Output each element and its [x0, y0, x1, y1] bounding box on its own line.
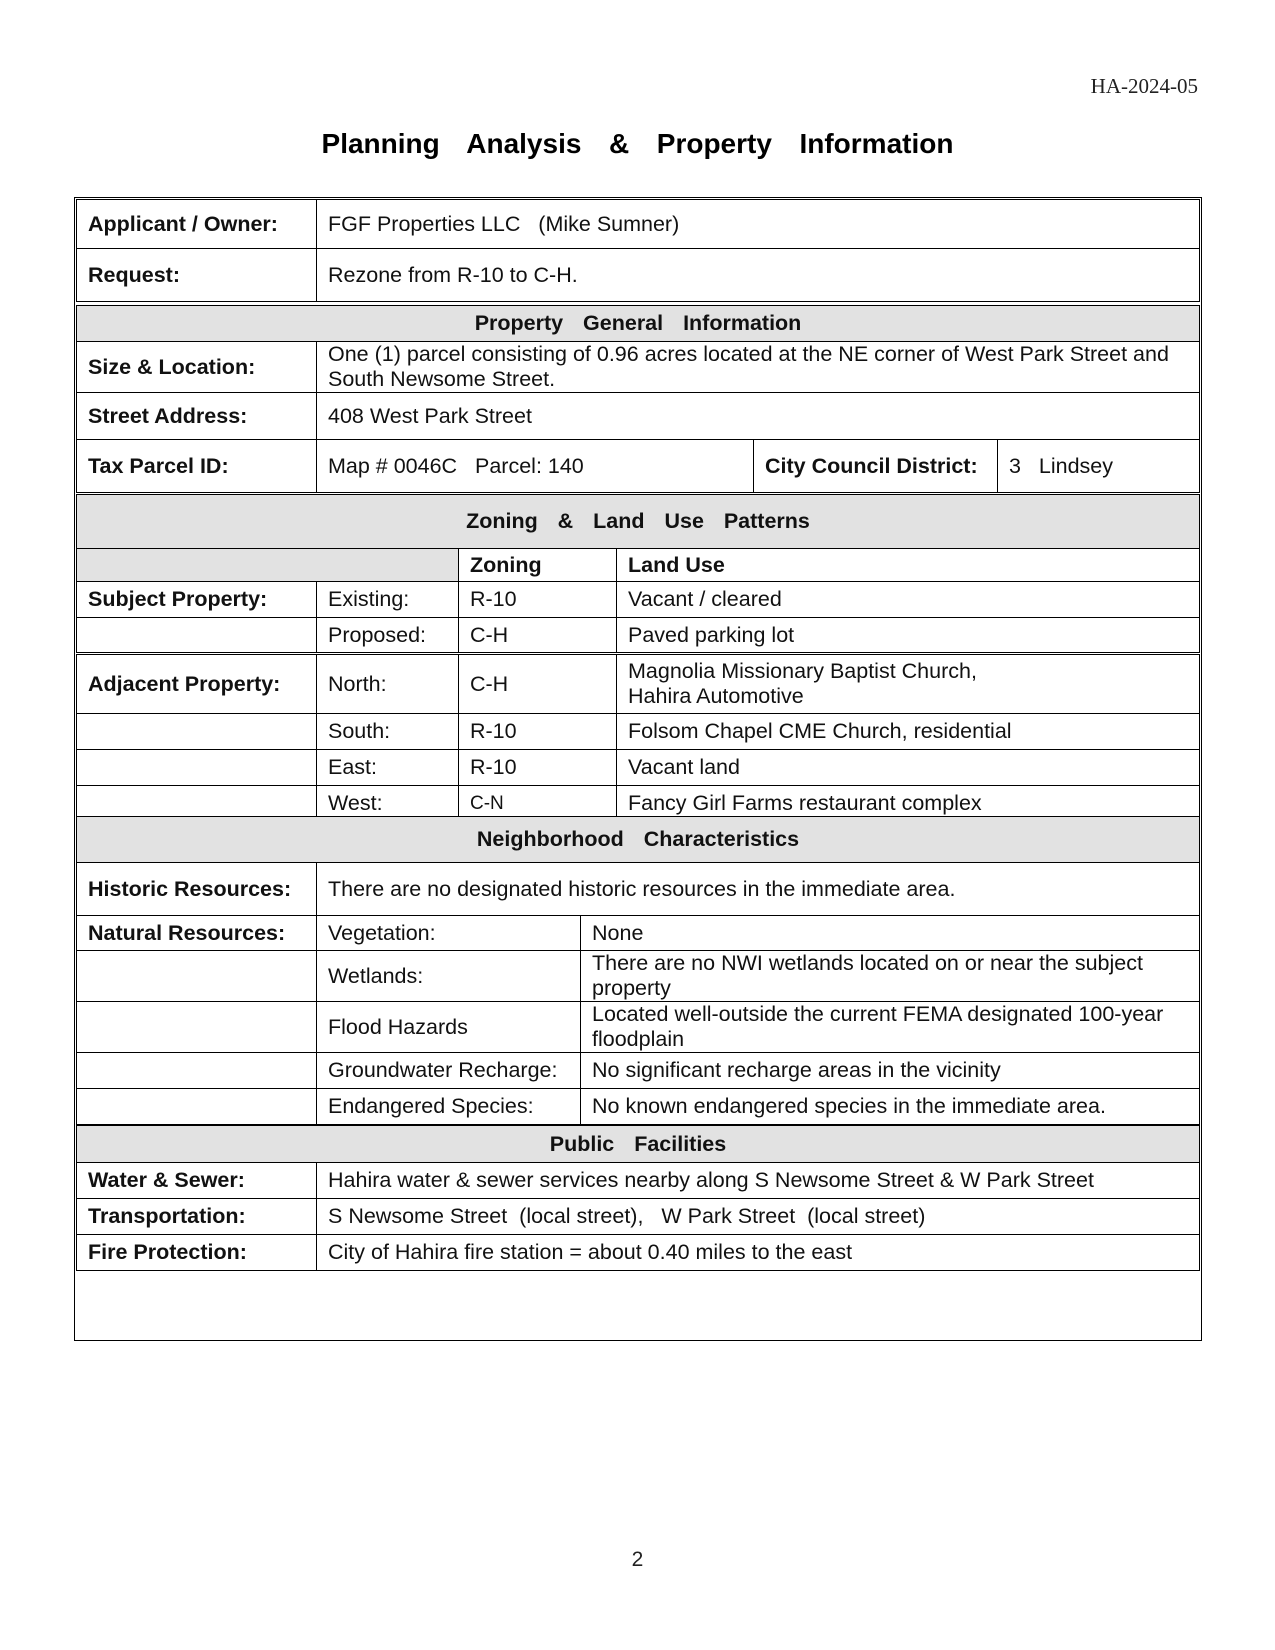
zoning-header-blank [77, 549, 459, 582]
empty-cell [77, 714, 317, 750]
natural-row [77, 1089, 1200, 1125]
natural-value: No known endangered species in the immediate area. [581, 1089, 1200, 1125]
empty-cell [77, 1002, 317, 1053]
street-address-value: 408 West Park Street [317, 393, 1200, 440]
natural-value: No significant recharge areas in the vicinity [581, 1053, 1200, 1089]
zoning-col-header: Zoning [459, 549, 617, 582]
land-use: Paved parking lot [617, 618, 1200, 654]
size-location-row [77, 342, 1200, 393]
empty-cell [77, 951, 317, 1002]
zoning-heading: Zoning & Land Use Patterns [77, 495, 1200, 549]
zoning-row [77, 582, 1200, 618]
public-facilities-block [76, 1125, 1200, 1271]
property-general-block [76, 305, 1200, 493]
tax-parcel-label: Tax Parcel ID: [77, 440, 317, 493]
adjacent-property-label: Adjacent Property: [77, 654, 317, 714]
transportation-row [77, 1199, 1200, 1235]
natural-row [77, 1002, 1200, 1053]
document-id: HA-2024-05 [1090, 74, 1198, 98]
water-sewer-value: Hahira water & sewer services nearby along S Newsome Street & W Park Street [317, 1163, 1200, 1199]
council-district-value: 3 Lindsey [998, 440, 1200, 493]
fire-protection-value: City of Hahira fire station = about 0.40 miles to the east [317, 1235, 1200, 1271]
public-facilities-heading: Public Facilities [77, 1126, 1200, 1163]
natural-item: Vegetation: [317, 916, 581, 951]
property-general-heading: Property General Information [77, 306, 1200, 342]
land-use [617, 654, 1200, 714]
tax-parcel-value: Map # 0046C Parcel: 140 [317, 440, 754, 493]
neighborhood-heading: Neighborhood Characteristics [77, 817, 1200, 863]
zoning-row [77, 714, 1200, 750]
zoning-direction: Existing: [317, 582, 459, 618]
zoning-code: C-H [459, 654, 617, 714]
tax-parcel-row [77, 440, 1200, 493]
empty-cell [77, 1089, 317, 1125]
transportation-label: Transportation: [77, 1199, 317, 1235]
natural-item: Groundwater Recharge: [317, 1053, 581, 1089]
natural-value: Located well-outside the current FEMA designated 100-year floodplain [581, 1002, 1200, 1053]
natural-row [77, 951, 1200, 1002]
water-sewer-row [77, 1163, 1200, 1199]
request-label: Request: [77, 249, 317, 302]
land-use-line: Hahira Automotive [628, 684, 804, 708]
zoning-direction: North: [317, 654, 459, 714]
street-address-row [77, 393, 1200, 440]
applicant-label: Applicant / Owner: [77, 200, 317, 249]
size-location-label: Size & Location: [77, 342, 317, 393]
fire-protection-row [77, 1235, 1200, 1271]
zoning-code: R-10 [459, 750, 617, 786]
zoning-direction: East: [317, 750, 459, 786]
zoning-row [77, 654, 1200, 714]
empty-cell [77, 750, 317, 786]
zoning-direction: South: [317, 714, 459, 750]
page-number: 2 [631, 1548, 644, 1571]
natural-item: Wetlands: [317, 951, 581, 1002]
natural-value: None [581, 916, 1200, 951]
empty-cell [77, 1053, 317, 1089]
historic-label: Historic Resources: [77, 863, 317, 916]
zoning-row [77, 750, 1200, 786]
zoning-column-headers [77, 549, 1200, 582]
land-use: Vacant / cleared [617, 582, 1200, 618]
land-use: Folsom Chapel CME Church, residential [617, 714, 1200, 750]
historic-value: There are no designated historic resources in the immediate area. [317, 863, 1200, 916]
subject-property-label: Subject Property: [77, 582, 317, 618]
empty-cell [77, 618, 317, 654]
size-location-value: One (1) parcel consisting of 0.96 acres located at the NE corner of West Park Street and South Newsome Street. [317, 342, 1200, 393]
council-district-label: City Council District: [754, 440, 998, 493]
land-use: Fancy Girl Farms restaurant complex [617, 786, 1200, 822]
natural-value: There are no NWI wetlands located on or near the subject property [581, 951, 1200, 1002]
natural-row [77, 916, 1200, 951]
transportation-value: S Newsome Street (local street), W Park Street (local street) [317, 1199, 1200, 1235]
applicant-row [77, 200, 1200, 249]
water-sewer-label: Water & Sewer: [77, 1163, 317, 1199]
zoning-code: C-N [459, 786, 617, 822]
zoning-code: C-H [459, 618, 617, 654]
natural-resources-label: Natural Resources: [77, 916, 317, 951]
page-title: Planning Analysis & Property Information [321, 128, 954, 159]
zoning-direction: Proposed: [317, 618, 459, 654]
zoning-direction: West: [317, 786, 459, 822]
zoning-block [76, 494, 1200, 822]
street-address-label: Street Address: [77, 393, 317, 440]
zoning-code: R-10 [459, 714, 617, 750]
land-use-col-header: Land Use [617, 549, 1200, 582]
neighborhood-block [76, 816, 1200, 1125]
applicant-block [76, 199, 1200, 302]
natural-item: Flood Hazards [317, 1002, 581, 1053]
fire-protection-label: Fire Protection: [77, 1235, 317, 1271]
applicant-value: FGF Properties LLC (Mike Sumner) [317, 200, 1200, 249]
zoning-row [77, 618, 1200, 654]
zoning-code: R-10 [459, 582, 617, 618]
land-use-line: Magnolia Missionary Baptist Church, [628, 659, 977, 683]
request-row [77, 249, 1200, 302]
land-use: Vacant land [617, 750, 1200, 786]
natural-row [77, 1053, 1200, 1089]
historic-row [77, 863, 1200, 916]
natural-item: Endangered Species: [317, 1089, 581, 1125]
request-value: Rezone from R-10 to C-H. [317, 249, 1200, 302]
